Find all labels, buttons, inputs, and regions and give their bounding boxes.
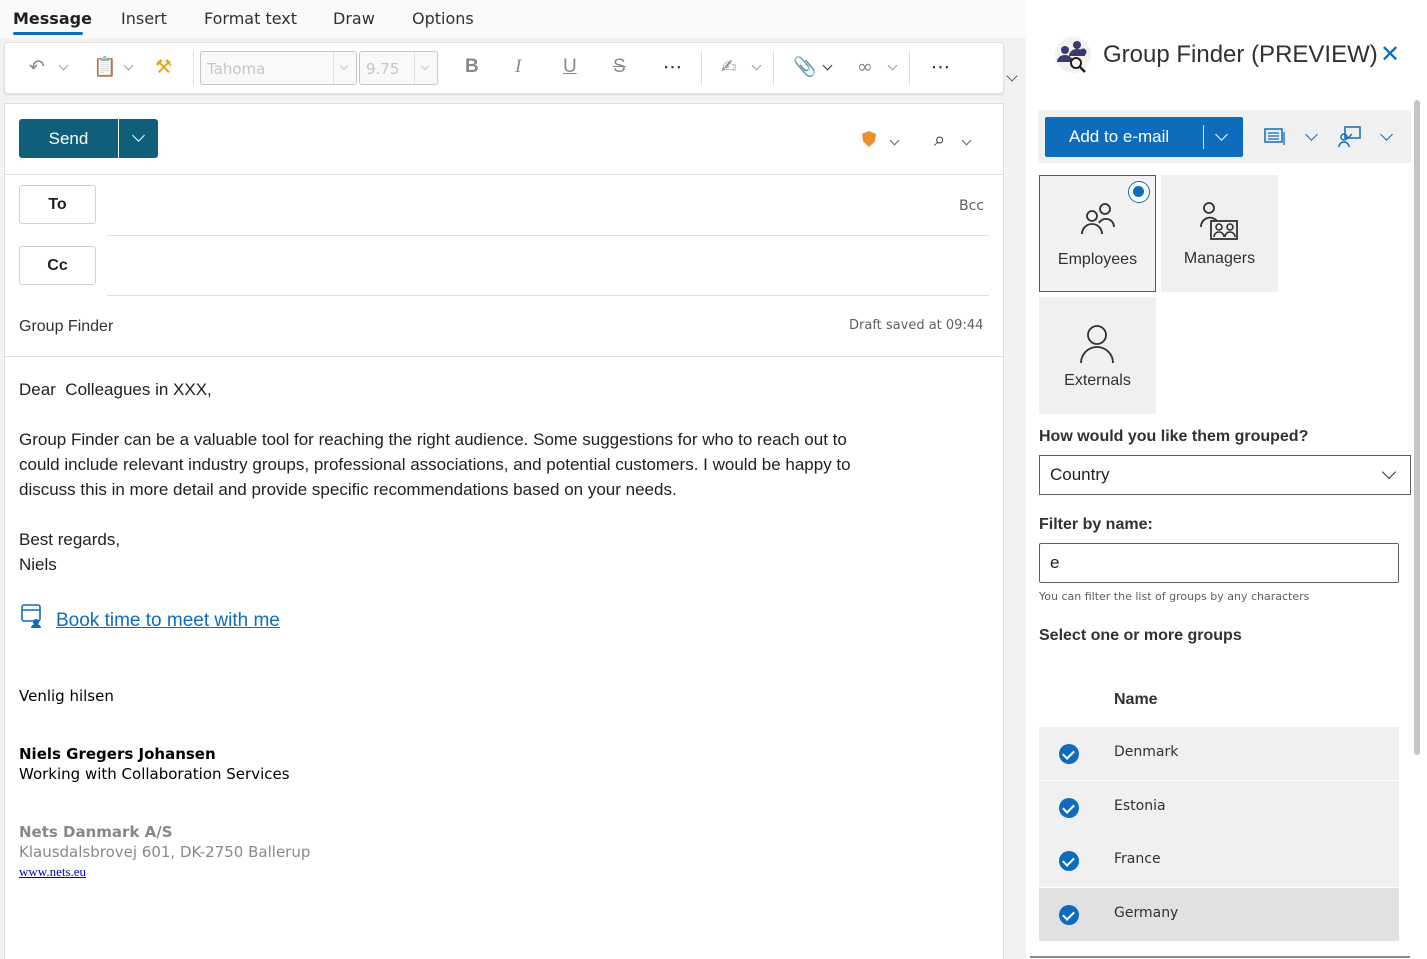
font-size-value: 9.75 [366,60,400,78]
presenter-icon[interactable] [1338,126,1362,148]
underline-icon[interactable]: U [563,56,577,77]
body-greeting[interactable]: Dear Colleagues in XXX, [19,380,212,399]
group-by-select[interactable] [1039,455,1411,495]
to-button[interactable]: To [19,185,96,224]
person-icon [1077,323,1117,365]
group-by-value: Country [1050,465,1110,484]
chevron-down-icon[interactable] [124,61,134,71]
clipboard-icon[interactable]: 📋 [93,56,117,78]
toolbar-divider [909,51,910,85]
pane-title: Group Finder (PREVIEW) [1103,41,1378,68]
tile-managers-label: Managers [1183,250,1256,267]
more-options-icon[interactable]: ⋯ [931,56,950,78]
group-name: France [1114,851,1161,867]
tab-insert[interactable]: Insert [121,9,167,28]
table-row[interactable] [1039,888,1399,942]
selected-radio-icon [1128,181,1150,203]
chevron-down-icon[interactable] [888,61,898,71]
italic-icon[interactable]: I [515,56,522,77]
tile-managers[interactable] [1161,175,1278,292]
signature-role: Working with Collaboration Services [19,765,290,783]
active-tab-indicator [13,32,83,35]
body-paragraph-line-3[interactable]: discuss this in more detail and provide specific recommendations based on your needs. [19,480,677,499]
toolbar-divider [701,51,702,85]
attach-icon[interactable]: 📎 [793,56,817,78]
strikethrough-icon[interactable]: S [613,56,626,77]
send-options-button[interactable] [119,119,158,158]
body-paragraph-line-1[interactable]: Group Finder can be a valuable tool for reaching the right audience. Some suggestions for who to reach out to [19,430,847,449]
send-button[interactable]: Send [19,119,118,158]
chevron-down-icon[interactable] [414,52,437,84]
tab-format-text[interactable]: Format text [204,9,298,28]
body-closing[interactable]: Best regards, [19,530,121,549]
group-name: Estonia [1114,798,1166,814]
signature-website-link[interactable]: www.nets.eu [19,864,87,879]
chevron-down-icon[interactable] [1215,128,1228,141]
tab-message[interactable]: Message [13,9,92,28]
checkmark-icon[interactable] [1059,851,1079,871]
select-groups-label: Select one or more groups [1039,627,1242,644]
toolbar-divider [193,51,194,85]
body-paragraph-line-2[interactable]: could include relevant industry groups, professional associations, and potential customers. I would be happy to [19,455,851,474]
signature-salutation: Venlig hilsen [19,687,114,705]
toolbar-divider [773,51,774,85]
divider [5,356,1003,357]
group-by-label: How would you like them grouped? [1039,428,1309,445]
group-name: Germany [1114,905,1179,921]
group-finder-logo-icon [1053,36,1093,74]
tile-externals-label: Externals [1064,372,1131,389]
filter-hint: You can filter the list of groups by any characters [1039,590,1310,603]
ribbon-tabs [0,0,1026,38]
subject-field[interactable]: Group Finder [19,318,114,335]
bcc-link[interactable]: Bcc [959,198,984,214]
link-icon[interactable]: ∞ [857,56,873,78]
divider [1030,956,1410,958]
managers-icon [1199,201,1241,243]
checkmark-icon[interactable] [1059,744,1079,764]
chevron-down-icon[interactable] [752,61,762,71]
tile-employees-label: Employees [1057,251,1138,268]
signature-name: Niels Gregers Johansen [19,745,216,763]
group-name: Denmark [1114,744,1179,760]
more-options-icon[interactable]: ⋯ [663,56,682,78]
editor-icon[interactable]: ✍ [721,56,737,78]
filter-input[interactable]: e [1039,543,1399,583]
ribbon-toolbar [4,42,1004,94]
filter-label: Filter by name: [1039,516,1153,533]
table-row[interactable] [1039,834,1399,888]
chevron-down-icon[interactable] [823,61,833,71]
signature-address: Klausdalsbrovej 601, DK-2750 Ballerup [19,843,311,861]
close-icon[interactable]: ✕ [1380,40,1401,68]
cc-button[interactable]: Cc [19,246,96,285]
checkmark-icon[interactable] [1059,905,1079,925]
table-row[interactable] [1039,781,1399,835]
add-to-email-label: Add to e-mail [1069,127,1170,146]
font-name-value: Tahoma [207,60,266,78]
button-divider [1203,125,1204,149]
list-view-icon[interactable] [1264,127,1286,147]
employees-icon [1078,202,1118,242]
chevron-down-icon[interactable] [1382,465,1396,479]
add-to-email-button[interactable] [1045,117,1243,157]
cc-field-underline [107,295,989,296]
pane-scrollbar[interactable] [1414,100,1420,755]
tile-externals[interactable] [1039,297,1156,414]
undo-icon[interactable]: ↶ [29,56,45,78]
format-painter-icon[interactable]: ⚒ [155,56,173,78]
chevron-down-icon[interactable] [333,52,356,84]
tab-options[interactable]: Options [412,9,474,28]
tab-draw[interactable]: Draw [333,9,375,28]
draft-status: Draft saved at 09:44 [849,318,984,333]
chevron-down-icon[interactable] [1006,70,1017,81]
column-header-name[interactable]: Name [1114,691,1158,708]
font-name-select[interactable] [200,51,357,85]
body-name[interactable]: Niels [19,555,57,574]
tile-employees[interactable] [1039,175,1156,292]
checkmark-icon[interactable] [1059,798,1079,818]
to-field-underline [107,235,989,236]
font-size-select[interactable] [359,51,438,85]
divider [5,174,1003,175]
bold-icon[interactable]: B [465,56,479,77]
zoom-icon[interactable]: ⌕ [934,127,946,151]
signature-company: Nets Danmark A/S [19,823,173,841]
table-row[interactable] [1039,727,1399,781]
calendar-icon [21,604,41,628]
chevron-down-icon[interactable] [59,61,69,71]
book-meeting-link[interactable]: Book time to meet with me [56,610,280,631]
